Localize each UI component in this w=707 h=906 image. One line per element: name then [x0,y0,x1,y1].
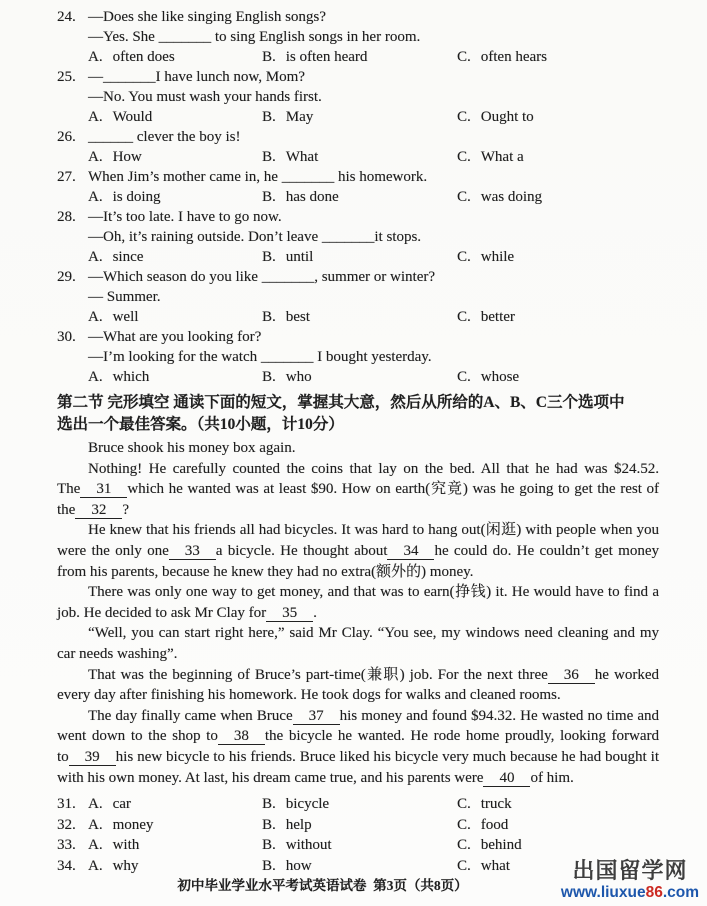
options-row [57,187,659,207]
passage-paragraph [57,706,659,788]
option-text: Would [112,109,153,125]
option-letter: C. [457,309,471,325]
question-number: 32. [57,816,76,833]
option-c [457,815,508,836]
option-letter: B. [262,796,276,813]
option-text: while [480,249,515,265]
question-line [57,27,659,47]
question-text: —Yes. She _______ to sing English songs in her room. [88,29,421,45]
option-c [457,147,524,167]
option-c [457,794,512,815]
option-letter: C. [457,109,471,125]
passage-paragraph [57,665,659,706]
blank-33: 33 [169,543,216,560]
passage-text: his money and found $94.32. He wasted no time and went down to the shop to [57,707,659,745]
blank-31: 31 [80,481,127,498]
option-text: often hears [480,49,547,65]
option-letter: A. [88,189,103,205]
passage-text: he could do. He couldn’t get money from his parents, because he knew they had no extra(额外的) money. [57,542,659,580]
passage-paragraph [57,582,659,623]
option-letter: A. [88,49,103,65]
option-c [457,835,522,856]
option-letter: C. [457,249,471,265]
watermark-url-number: 86 [645,884,663,901]
passage-text: Bruce shook his money box again. [88,440,296,456]
question-number: 29. [57,269,76,285]
passage-text: That was the beginning of Bruce’s part-time(兼职) job. For the next three [88,666,548,683]
option-a [88,187,161,207]
question-text: —I’m looking for the watch _______ I bought yesterday. [88,349,432,365]
option-text: without [285,837,332,854]
options-row [57,107,659,127]
cloze-question-33 [57,835,659,856]
option-text: What [285,149,319,165]
passage-text: a bicycle. He thought about [215,542,388,559]
option-text: often does [112,49,175,65]
cloze-header-line-2: 选出一个最佳答案。（共10小题，计10分） [57,416,344,433]
passage-text: of him. [530,769,574,786]
passage-text: He knew that his friends all had bicycles. It was hard to hang out(闲逛) with people when you were the only one [57,522,659,559]
watermark-site-name: 出国留学网 [572,858,688,883]
option-letter: B. [262,369,276,385]
multiple-choice-section [57,7,659,387]
option-text: is often heard [285,49,368,65]
blank-32: 32 [75,502,122,519]
watermark-url-suffix: .com [662,884,700,901]
option-letter: B. [262,857,276,874]
cloze-passage [57,438,659,788]
options-row [57,247,659,267]
question-text: —It’s too late. I have to go now. [88,209,282,225]
passage-text: There was only one way to get money, and that was to earn(挣钱) it. He would have to find a job. He decided to ask Mr Clay for [57,584,659,621]
option-text: What a [480,149,524,165]
option-a [88,107,152,127]
cloze-header-line-1: 第二节 完形填空 通读下面的短文，掌握其大意，然后从所给的A、B、C三个选项中 [57,394,625,411]
option-letter: B. [262,49,276,65]
blank-34: 34 [387,543,434,560]
question-number: 34. [57,857,76,874]
option-text: well [112,309,139,325]
option-letter: A. [88,837,103,854]
option-a [88,307,138,327]
question-text: ______ clever the boy is! [88,129,241,145]
passage-paragraph [57,459,659,521]
passage-text: he worked every day after finishing his homework. He took dogs for walks and cleaned rooms. [57,666,659,704]
option-b [262,794,329,815]
option-letter: B. [262,816,276,833]
question-text: — Summer. [88,289,161,305]
question-number: 28. [57,209,76,225]
watermark [555,854,705,902]
option-b [262,147,318,167]
option-c [457,367,519,387]
options-row [57,147,659,167]
question-number: 24. [57,9,76,25]
cloze-question-31 [57,794,659,815]
question-number: 27. [57,169,76,185]
option-c [457,47,547,67]
option-a [88,815,153,836]
option-text: better [480,309,515,325]
options-row [57,367,659,387]
option-letter: B. [262,149,276,165]
option-a [88,147,142,167]
option-letter: A. [88,857,103,874]
blank-39: 39 [69,749,116,766]
cloze-section-header [57,392,659,436]
option-b [262,187,339,207]
option-letter: A. [88,796,103,813]
question-line [57,207,659,227]
option-text: whose [480,369,520,385]
question-line [57,7,659,27]
passage-paragraph [57,520,659,582]
option-text: how [285,857,312,874]
question-line [57,87,659,107]
option-text: behind [480,837,522,854]
option-letter: C. [457,857,471,874]
option-letter: A. [88,369,103,385]
question-number: 31. [57,796,76,813]
passage-paragraph [57,623,659,664]
question-text: When Jim’s mother came in, he _______ his homework. [88,169,428,185]
option-text: is doing [112,189,161,205]
blank-38: 38 [218,728,265,745]
option-text: May [285,109,314,125]
question-item-25 [57,67,659,127]
option-c [457,307,515,327]
question-item-24 [57,7,659,67]
passage-text: the bicycle he wanted. He rode home proudly, looking forward to [57,728,659,765]
option-text: How [112,149,142,165]
option-text: who [285,369,312,385]
option-text: money [112,816,154,833]
option-b [262,47,367,67]
question-text: —What are you looking for? [88,329,262,345]
question-number: 33. [57,837,76,854]
watermark-url-prefix: www.liuxue [560,884,646,901]
question-item-29 [57,267,659,327]
passage-text: . [313,604,317,621]
option-letter: C. [457,796,471,813]
option-b [262,107,313,127]
question-line [57,67,659,87]
option-text: help [285,816,312,833]
option-letter: C. [457,49,471,65]
page-footer: 初中毕业学业水平考试英语试卷 第3页（共8页） [177,878,468,893]
option-text: was doing [480,189,543,205]
passage-paragraph [57,438,659,459]
question-item-28 [57,207,659,267]
question-line [57,327,659,347]
passage-text: his new bicycle to his friends. Bruce liked his bicycle very much because he had bought it with his own money. At last, his dream came true, and his parents were [57,748,659,786]
option-c [457,247,514,267]
option-text: what [480,857,510,874]
question-text: —_______I have lunch now, Mom? [88,69,305,85]
option-c [457,187,542,207]
option-a [88,247,143,267]
option-letter: A. [88,816,103,833]
option-text: until [285,249,314,265]
option-b [262,367,312,387]
blank-35: 35 [266,605,313,622]
option-text: best [285,309,310,325]
passage-text: which he wanted was at least $90. How on earth(究竟) was he going to get the rest of the [57,481,659,518]
option-text: has done [285,189,339,205]
option-a [88,47,175,67]
option-b [262,815,312,836]
option-a [88,794,131,815]
passage-text: “Well, you can start right here,” said Mr Clay. “You see, my windows need cleaning and my car needs washing”. [57,625,659,662]
question-line [57,127,659,147]
options-row [57,47,659,67]
option-letter: A. [88,249,103,265]
option-a [88,367,149,387]
option-letter: B. [262,309,276,325]
option-letter: B. [262,249,276,265]
question-item-27 [57,167,659,207]
blank-37: 37 [293,708,340,725]
cloze-question-32 [57,815,659,836]
option-text: with [112,837,140,854]
option-text: why [112,857,139,874]
option-text: which [112,369,150,385]
question-item-26 [57,127,659,167]
options-row [57,307,659,327]
question-number: 30. [57,329,76,345]
passage-text: ? [122,501,129,518]
option-text: car [112,796,131,813]
question-line [57,227,659,247]
question-item-30 [57,327,659,387]
option-text: bicycle [285,796,330,813]
option-text: Ought to [480,109,534,125]
option-text: truck [480,796,512,813]
option-letter: C. [457,816,471,833]
option-letter: C. [457,189,471,205]
watermark-url [555,884,705,902]
option-letter: B. [262,837,276,854]
question-text: —Does she like singing English songs? [88,9,326,25]
passage-text: The day finally came when Bruce [88,707,293,724]
question-line [57,287,659,307]
question-line [57,267,659,287]
option-a [88,835,139,856]
question-text: —Oh, it’s raining outside. Don’t leave _______it stops. [88,229,422,245]
blank-36: 36 [548,667,595,684]
option-letter: C. [457,149,471,165]
option-text: food [480,816,509,833]
question-text: —No. You must wash your hands first. [88,89,322,105]
option-letter: C. [457,369,471,385]
question-number: 26. [57,129,76,145]
option-b [262,307,310,327]
option-text: since [112,249,144,265]
option-letter: A. [88,309,103,325]
option-b [262,835,332,856]
passage-text: Nothing! He carefully counted the coins that lay on the bed. All that he had was $24.52. The [57,460,659,498]
question-text: —Which season do you like _______, summer or winter? [88,269,436,285]
question-number: 25. [57,69,76,85]
option-c [457,107,534,127]
option-letter: B. [262,189,276,205]
option-b [262,247,313,267]
blank-40: 40 [483,770,530,787]
question-line [57,347,659,367]
option-letter: C. [457,837,471,854]
question-line [57,167,659,187]
option-letter: B. [262,109,276,125]
option-letter: A. [88,149,103,165]
option-letter: A. [88,109,103,125]
